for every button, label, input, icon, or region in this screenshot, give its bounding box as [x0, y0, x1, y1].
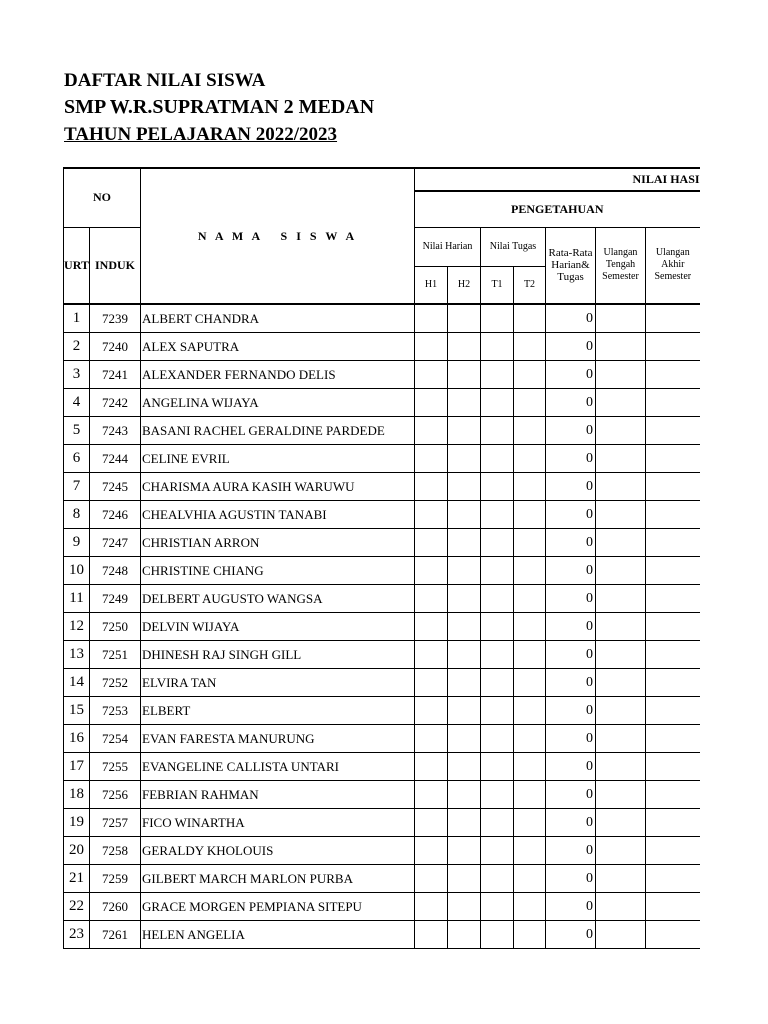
row-t2 — [514, 557, 546, 585]
row-uts — [596, 697, 646, 725]
row-t2 — [514, 921, 546, 949]
row-urt: 7 — [64, 473, 90, 501]
row-h1 — [415, 501, 448, 529]
row-rata: 0 — [546, 333, 596, 361]
row-h1 — [415, 865, 448, 893]
row-t1 — [481, 921, 514, 949]
row-t2 — [514, 893, 546, 921]
row-t1 — [481, 389, 514, 417]
header-rata-rata: Rata-Rata Harian& Tugas — [546, 227, 596, 304]
row-uts — [596, 781, 646, 809]
row-urt: 14 — [64, 669, 90, 697]
header-h1: H1 — [415, 266, 448, 304]
row-uas — [646, 557, 700, 585]
table-row — [64, 865, 700, 893]
row-nama: CELINE EVRIL — [141, 445, 415, 473]
table-row — [64, 333, 700, 361]
table-row — [64, 921, 700, 949]
row-rata: 0 — [546, 557, 596, 585]
row-urt: 16 — [64, 725, 90, 753]
table-row — [64, 473, 700, 501]
row-nama: CHARISMA AURA KASIH WARUWU — [141, 473, 415, 501]
row-nama: HELEN ANGELIA — [141, 921, 415, 949]
row-t2 — [514, 501, 546, 529]
row-t1 — [481, 669, 514, 697]
header-t1: T1 — [481, 266, 514, 304]
row-urt: 10 — [64, 557, 90, 585]
row-urt: 8 — [64, 501, 90, 529]
row-t1 — [481, 417, 514, 445]
row-urt: 4 — [64, 389, 90, 417]
row-rata: 0 — [546, 501, 596, 529]
row-t2 — [514, 389, 546, 417]
row-induk: 7239 — [90, 304, 141, 333]
row-uas — [646, 669, 700, 697]
row-nama: ELVIRA TAN — [141, 669, 415, 697]
row-uts — [596, 809, 646, 837]
row-uts — [596, 641, 646, 669]
row-uts — [596, 837, 646, 865]
row-t2 — [514, 865, 546, 893]
row-h2 — [448, 585, 481, 613]
row-t1 — [481, 809, 514, 837]
header-urt: URT — [64, 227, 90, 304]
row-t1 — [481, 837, 514, 865]
row-nama: GILBERT MARCH MARLON PURBA — [141, 865, 415, 893]
row-h1 — [415, 613, 448, 641]
row-urt: 9 — [64, 529, 90, 557]
row-rata: 0 — [546, 753, 596, 781]
row-urt: 18 — [64, 781, 90, 809]
row-nama: EVAN FARESTA MANURUNG — [141, 725, 415, 753]
row-induk: 7249 — [90, 585, 141, 613]
table-row — [64, 304, 700, 333]
table-row — [64, 529, 700, 557]
row-uts — [596, 501, 646, 529]
row-h1 — [415, 669, 448, 697]
row-h2 — [448, 865, 481, 893]
row-h2 — [448, 304, 481, 333]
row-uas — [646, 361, 700, 389]
row-t1 — [481, 893, 514, 921]
row-uas — [646, 304, 700, 333]
row-uas — [646, 893, 700, 921]
header-nilai-hasil: NILAI HASI — [415, 168, 700, 191]
row-h2 — [448, 557, 481, 585]
row-uts — [596, 473, 646, 501]
table-row — [64, 837, 700, 865]
row-rata: 0 — [546, 809, 596, 837]
row-induk: 7241 — [90, 361, 141, 389]
row-h1 — [415, 725, 448, 753]
row-h2 — [448, 725, 481, 753]
header-nama-siswa: N A M A S I S W A — [141, 168, 415, 304]
row-h1 — [415, 473, 448, 501]
row-urt: 15 — [64, 697, 90, 725]
row-nama: CHEALVHIA AGUSTIN TANABI — [141, 501, 415, 529]
row-t2 — [514, 613, 546, 641]
row-t1 — [481, 697, 514, 725]
row-t2 — [514, 641, 546, 669]
row-nama: ELBERT — [141, 697, 415, 725]
row-uts — [596, 529, 646, 557]
row-rata: 0 — [546, 669, 596, 697]
row-rata: 0 — [546, 725, 596, 753]
row-h2 — [448, 501, 481, 529]
row-rata: 0 — [546, 641, 596, 669]
table-row — [64, 725, 700, 753]
row-induk: 7248 — [90, 557, 141, 585]
row-rata: 0 — [546, 361, 596, 389]
row-uts — [596, 417, 646, 445]
row-rata: 0 — [546, 837, 596, 865]
row-induk: 7250 — [90, 613, 141, 641]
row-nama: BASANI RACHEL GERALDINE PARDEDE — [141, 417, 415, 445]
row-nama: ANGELINA WIJAYA — [141, 389, 415, 417]
row-rata: 0 — [546, 921, 596, 949]
header-uas: Ulangan Akhir Semester — [646, 227, 700, 304]
row-h1 — [415, 697, 448, 725]
row-t1 — [481, 473, 514, 501]
row-h1 — [415, 781, 448, 809]
row-rata: 0 — [546, 445, 596, 473]
row-uts — [596, 445, 646, 473]
table-row — [64, 417, 700, 445]
row-uas — [646, 529, 700, 557]
row-urt: 13 — [64, 641, 90, 669]
row-uts — [596, 753, 646, 781]
table-row — [64, 781, 700, 809]
row-nama: ALEXANDER FERNANDO DELIS — [141, 361, 415, 389]
row-uts — [596, 557, 646, 585]
row-induk: 7258 — [90, 837, 141, 865]
row-t1 — [481, 865, 514, 893]
row-h1 — [415, 921, 448, 949]
row-uas — [646, 753, 700, 781]
row-t2 — [514, 304, 546, 333]
row-t2 — [514, 837, 546, 865]
row-h2 — [448, 697, 481, 725]
header-pengetahuan: PENGETAHUAN — [415, 191, 700, 227]
header-nilai-tugas: Nilai Tugas — [481, 227, 546, 266]
row-urt: 21 — [64, 865, 90, 893]
row-uts — [596, 921, 646, 949]
row-t1 — [481, 501, 514, 529]
row-nama: FEBRIAN RAHMAN — [141, 781, 415, 809]
row-urt: 22 — [64, 893, 90, 921]
row-h2 — [448, 669, 481, 697]
row-induk: 7252 — [90, 669, 141, 697]
row-urt: 3 — [64, 361, 90, 389]
row-rata: 0 — [546, 781, 596, 809]
row-h1 — [415, 837, 448, 865]
table-row — [64, 697, 700, 725]
row-t1 — [481, 361, 514, 389]
row-uas — [646, 585, 700, 613]
row-h1 — [415, 361, 448, 389]
academic-year: TAHUN PELAJARAN 2022/2023 — [64, 124, 338, 145]
row-nama: DELVIN WIJAYA — [141, 613, 415, 641]
row-h2 — [448, 837, 481, 865]
row-h2 — [448, 389, 481, 417]
row-uas — [646, 781, 700, 809]
row-t1 — [481, 304, 514, 333]
row-rata: 0 — [546, 529, 596, 557]
row-urt: 17 — [64, 753, 90, 781]
row-induk: 7240 — [90, 333, 141, 361]
row-nama: GERALDY KHOLOUIS — [141, 837, 415, 865]
row-urt: 2 — [64, 333, 90, 361]
row-urt: 20 — [64, 837, 90, 865]
row-t2 — [514, 361, 546, 389]
row-nama: FICO WINARTHA — [141, 809, 415, 837]
row-induk: 7259 — [90, 865, 141, 893]
row-rata: 0 — [546, 389, 596, 417]
school-name: SMP W.R.SUPRATMAN 2 MEDAN — [64, 96, 375, 118]
row-h2 — [448, 417, 481, 445]
row-t1 — [481, 641, 514, 669]
row-t2 — [514, 473, 546, 501]
row-uas — [646, 809, 700, 837]
row-uts — [596, 304, 646, 333]
row-t2 — [514, 333, 546, 361]
row-h2 — [448, 529, 481, 557]
row-rata: 0 — [546, 865, 596, 893]
row-nama: DELBERT AUGUSTO WANGSA — [141, 585, 415, 613]
row-t1 — [481, 333, 514, 361]
table-row — [64, 613, 700, 641]
row-t2 — [514, 753, 546, 781]
row-uas — [646, 333, 700, 361]
row-h1 — [415, 809, 448, 837]
row-nama: CHRISTIAN ARRON — [141, 529, 415, 557]
header-no: NO — [64, 168, 141, 227]
row-uas — [646, 445, 700, 473]
row-rata: 0 — [546, 304, 596, 333]
row-uts — [596, 613, 646, 641]
row-rata: 0 — [546, 697, 596, 725]
row-induk: 7257 — [90, 809, 141, 837]
header-nilai-harian: Nilai Harian — [415, 227, 481, 266]
row-h1 — [415, 304, 448, 333]
row-uas — [646, 417, 700, 445]
table-row — [64, 809, 700, 837]
row-h2 — [448, 333, 481, 361]
row-uas — [646, 473, 700, 501]
row-induk: 7256 — [90, 781, 141, 809]
row-t1 — [481, 445, 514, 473]
row-induk: 7243 — [90, 417, 141, 445]
row-h2 — [448, 641, 481, 669]
row-induk: 7251 — [90, 641, 141, 669]
row-uts — [596, 669, 646, 697]
row-uas — [646, 725, 700, 753]
table-row — [64, 389, 700, 417]
row-t1 — [481, 557, 514, 585]
row-induk: 7244 — [90, 445, 141, 473]
row-uts — [596, 893, 646, 921]
row-induk: 7242 — [90, 389, 141, 417]
row-h1 — [415, 417, 448, 445]
row-h2 — [448, 809, 481, 837]
row-urt: 23 — [64, 921, 90, 949]
row-urt: 12 — [64, 613, 90, 641]
table-row — [64, 557, 700, 585]
row-induk: 7261 — [90, 921, 141, 949]
row-t2 — [514, 529, 546, 557]
row-t2 — [514, 809, 546, 837]
row-h2 — [448, 613, 481, 641]
row-uts — [596, 333, 646, 361]
row-h1 — [415, 641, 448, 669]
row-uas — [646, 501, 700, 529]
row-t2 — [514, 781, 546, 809]
row-h1 — [415, 893, 448, 921]
row-nama: ALEX SAPUTRA — [141, 333, 415, 361]
row-h2 — [448, 893, 481, 921]
row-nama: EVANGELINE CALLISTA UNTARI — [141, 753, 415, 781]
row-uts — [596, 389, 646, 417]
row-h1 — [415, 585, 448, 613]
row-uts — [596, 865, 646, 893]
row-induk: 7246 — [90, 501, 141, 529]
row-h2 — [448, 361, 481, 389]
row-induk: 7255 — [90, 753, 141, 781]
row-urt: 6 — [64, 445, 90, 473]
row-rata: 0 — [546, 613, 596, 641]
row-t1 — [481, 585, 514, 613]
row-h2 — [448, 921, 481, 949]
table-row — [64, 753, 700, 781]
row-urt: 1 — [64, 304, 90, 333]
header-uts: Ulangan Tengah Semester — [596, 227, 646, 304]
row-induk: 7260 — [90, 893, 141, 921]
row-h1 — [415, 333, 448, 361]
row-h2 — [448, 473, 481, 501]
row-rata: 0 — [546, 585, 596, 613]
row-t1 — [481, 781, 514, 809]
row-urt: 19 — [64, 809, 90, 837]
row-rata: 0 — [546, 473, 596, 501]
row-h2 — [448, 445, 481, 473]
row-uas — [646, 837, 700, 865]
table-row — [64, 585, 700, 613]
row-t2 — [514, 417, 546, 445]
table-row — [64, 893, 700, 921]
table-row — [64, 361, 700, 389]
row-t1 — [481, 753, 514, 781]
row-induk: 7247 — [90, 529, 141, 557]
row-h2 — [448, 781, 481, 809]
row-uas — [646, 389, 700, 417]
row-nama: ALBERT CHANDRA — [141, 304, 415, 333]
row-h1 — [415, 753, 448, 781]
row-nama: GRACE MORGEN PEMPIANA SITEPU — [141, 893, 415, 921]
row-uas — [646, 921, 700, 949]
row-t1 — [481, 725, 514, 753]
row-urt: 11 — [64, 585, 90, 613]
row-t2 — [514, 725, 546, 753]
row-uas — [646, 613, 700, 641]
row-uas — [646, 697, 700, 725]
row-t1 — [481, 529, 514, 557]
row-uas — [646, 641, 700, 669]
row-rata: 0 — [546, 893, 596, 921]
row-nama: DHINESH RAJ SINGH GILL — [141, 641, 415, 669]
header-t2: T2 — [514, 266, 546, 304]
row-induk: 7254 — [90, 725, 141, 753]
row-h1 — [415, 557, 448, 585]
row-h1 — [415, 389, 448, 417]
row-h2 — [448, 753, 481, 781]
table-row — [64, 669, 700, 697]
row-induk: 7245 — [90, 473, 141, 501]
header-row-1 — [64, 168, 700, 191]
row-urt: 5 — [64, 417, 90, 445]
document-title: DAFTAR NILAI SISWA — [64, 70, 266, 91]
row-rata: 0 — [546, 417, 596, 445]
row-induk: 7253 — [90, 697, 141, 725]
row-h1 — [415, 445, 448, 473]
row-nama: CHRISTINE CHIANG — [141, 557, 415, 585]
header-induk: INDUK — [90, 227, 141, 304]
row-t2 — [514, 669, 546, 697]
row-uts — [596, 725, 646, 753]
table-row — [64, 445, 700, 473]
row-h1 — [415, 529, 448, 557]
header-h2: H2 — [448, 266, 481, 304]
grade-table — [63, 167, 700, 949]
table-row — [64, 641, 700, 669]
row-uts — [596, 361, 646, 389]
row-uas — [646, 865, 700, 893]
table-row — [64, 501, 700, 529]
row-t1 — [481, 613, 514, 641]
row-t2 — [514, 697, 546, 725]
row-t2 — [514, 585, 546, 613]
row-uts — [596, 585, 646, 613]
row-t2 — [514, 445, 546, 473]
